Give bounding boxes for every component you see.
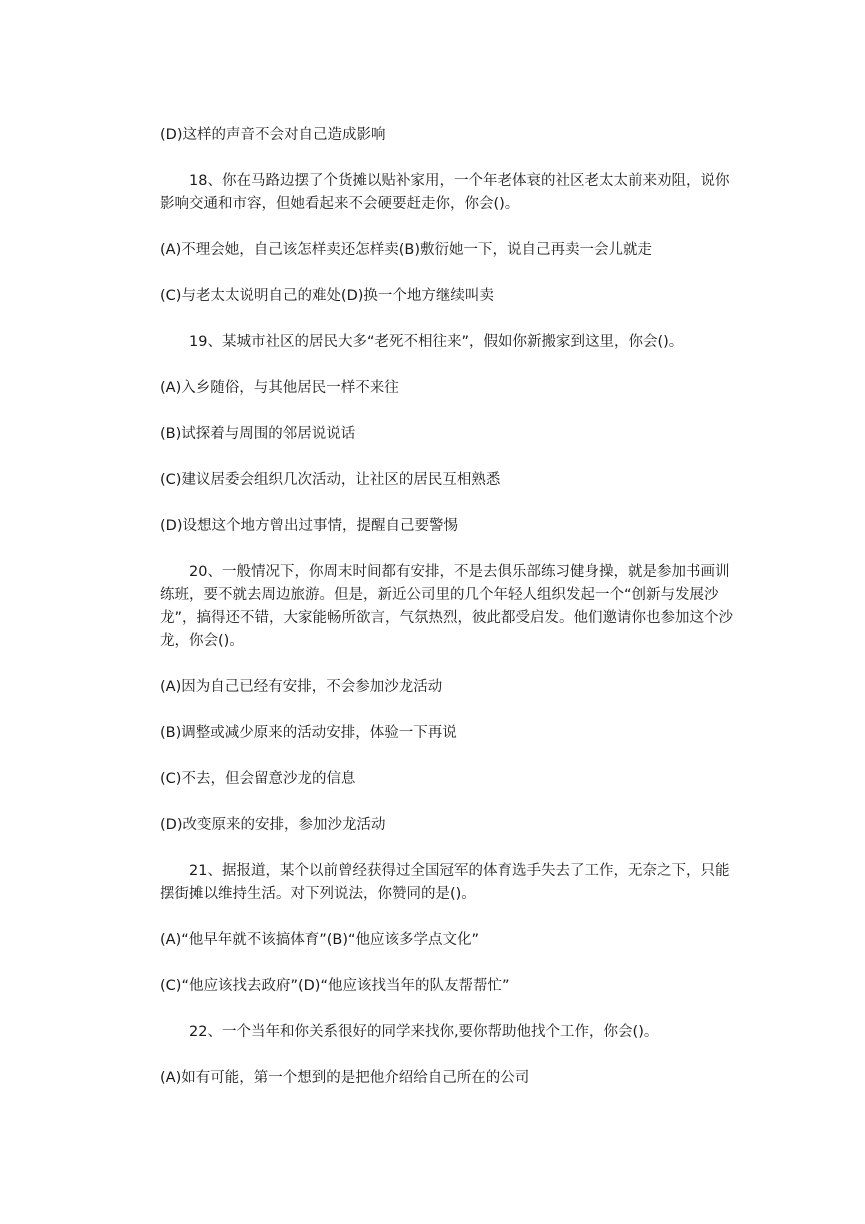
option-20d: (D)改变原来的安排，参加沙龙活动 <box>160 817 386 833</box>
option-20c: (C)不去，但会留意沙龙的信息 <box>160 771 356 787</box>
option-19a: (A)入乡随俗，与其他居民一样不来往 <box>160 380 399 396</box>
option-20a: (A)因为自己已经有安排，不会参加沙龙活动 <box>160 679 443 695</box>
option-19b: (B)试探着与周围的邻居说说话 <box>160 426 356 442</box>
option-21cd: (C)“他应该找去政府”(D)“他应该找当年的队友帮帮忙” <box>160 978 510 994</box>
option-22a: (A)如有可能，第一个想到的是把他介绍给自己所在的公司 <box>160 1070 530 1086</box>
question-21: 21、据报道，某个以前曾经获得过全国冠军的体育选手失去了工作，无奈之下，只能摆街摊以维持生活。对下列说法，你赞同的是()。 <box>160 863 730 902</box>
question-18: 18、你在马路边摆了个货摊以贴补家用，一个年老体衰的社区老太太前来劝阻，说你影响交通和市容，但她看起来不会硬要赶走你，你会()。 <box>160 173 730 212</box>
option-20b: (B)调整或减少原来的活动安排，体验一下再说 <box>160 725 457 741</box>
option-19d: (D)设想这个地方曾出过事情，提醒自己要警惕 <box>160 518 458 534</box>
option-21ab: (A)“他早年就不该搞体育”(B)“他应该多学点文化” <box>160 932 480 948</box>
option-18cd: (C)与老太太说明自己的难处(D)换一个地方继续叫卖 <box>160 288 494 304</box>
option-19c: (C)建议居委会组织几次活动，让社区的居民互相熟悉 <box>160 472 501 488</box>
question-19: 19、某城市社区的居民大多“老死不相往来”，假如你新搬家到这里，你会()。 <box>189 334 684 350</box>
question-20: 20、一般情况下，你周末时间都有安排，不是去俱乐部练习健身操，就是参加书画训练班，要不就去周边旅游。但是，新近公司里的几个年轻人组织发起一个“创新与发展沙龙”，搞得还不错，大家能畅所欲言，气氛热烈，彼此都受启发。他们邀请你也参加这个沙龙，你会()。 <box>160 564 734 649</box>
question-22: 22、一个当年和你关系很好的同学来找你,要你帮助他找个工作，你会()。 <box>189 1024 659 1040</box>
option-17d: (D)这样的声音不会对自己造成影响 <box>160 127 386 143</box>
option-18ab: (A)不理会她，自己该怎样卖还怎样卖(B)敷衍她一下，说自己再卖一会儿就走 <box>160 242 652 258</box>
